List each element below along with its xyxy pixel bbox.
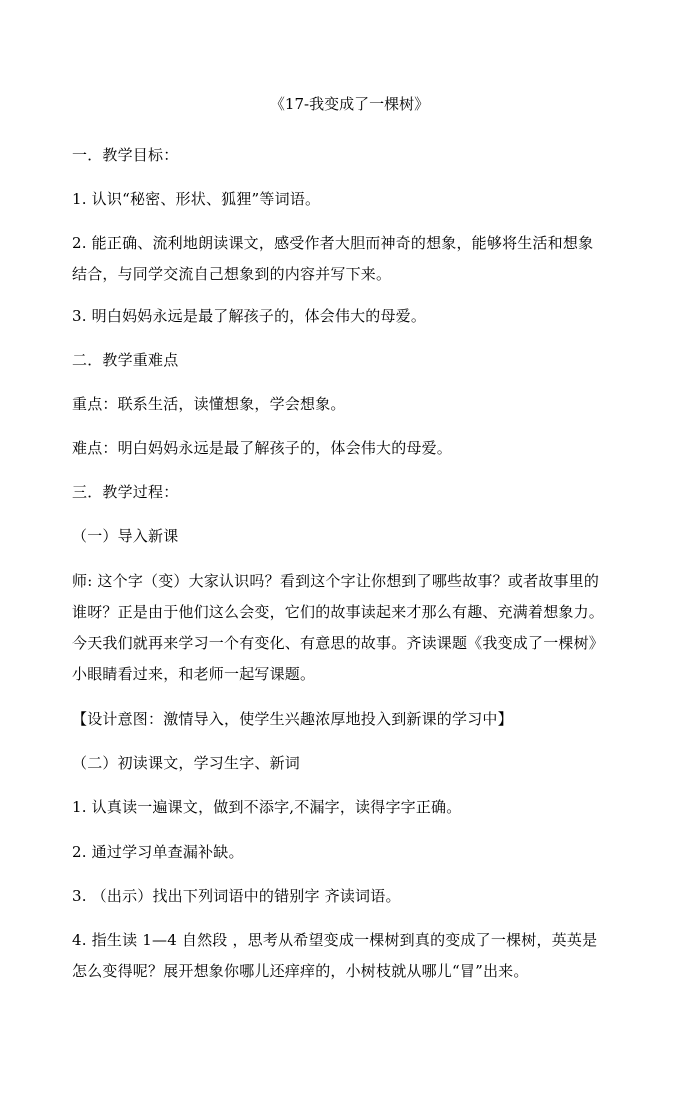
step-item-2: [72, 837, 642, 868]
text-line: （一）导入新课: [72, 527, 179, 545]
text-line: 三．教学过程：: [72, 483, 179, 501]
document-title: 《17-我变成了一棵树》: [269, 95, 430, 113]
text-line: 3. （出示）找出下列词语中的错别字 齐读词语。: [72, 887, 401, 905]
text-line: 2. 能正确、流利地朗读课文，感受作者大胆而神奇的想象，能够将生活和想象: [72, 234, 594, 252]
design-intent: [72, 704, 642, 735]
step-item-4: [72, 925, 642, 987]
text-line: 小眼睛看过来，和老师一起写课题。: [72, 665, 316, 683]
key-point: [72, 389, 642, 420]
text-line: 二．教学重难点: [72, 351, 179, 369]
text-line: 难点：明白妈妈永远是最了解孩子的，体会伟大的母爱。: [72, 439, 453, 457]
step-item-1: [72, 792, 642, 823]
text-line: 怎么变得呢？展开想象你哪儿还痒痒的，小树枝就从哪儿“冒”出来。: [72, 962, 529, 980]
text-line: 1. 认真读一遍课文，做到不添字,不漏字，读得字字正确。: [72, 798, 462, 816]
text-line: 师: 这个字（变）大家认识吗？看到这个字让你想到了哪些故事？或者故事里的: [72, 572, 600, 590]
text-line: 今天我们就再来学习一个有变化、有意思的故事。齐读课题《我变成了一棵树》: [72, 634, 605, 652]
section-intro: [72, 521, 642, 552]
text-line: 1. 认识“秘密、形状、狐狸”等词语。: [72, 190, 321, 208]
goal-item-3: [72, 301, 642, 332]
goal-item-2: [72, 228, 642, 290]
text-line: 一．教学目标：: [72, 146, 179, 164]
text-line: 谁呀？正是由于他们这么会变，它们的故事读起来才那么有趣、充满着想象力。: [72, 603, 605, 621]
heading-teaching-goals: [72, 140, 642, 171]
heading-key-points: [72, 345, 642, 376]
text-line: 结合，与同学交流自己想象到的内容并写下来。: [72, 265, 392, 283]
goal-item-1: [72, 184, 642, 215]
heading-teaching-process: [72, 477, 642, 508]
text-line: 3. 明白妈妈永远是最了解孩子的，体会伟大的母爱。: [72, 307, 427, 325]
text-line: 重点：联系生活，读懂想象，学会想象。: [72, 395, 346, 413]
text-line: 4. 指生读 1—4 自然段 ，思考从希望变成一棵树到真的变成了一棵树，英英是: [72, 931, 598, 949]
teacher-paragraph: [72, 566, 642, 690]
text-line: 2. 通过学习单查漏补缺。: [72, 843, 244, 861]
difficult-point: [72, 433, 642, 464]
step-item-3: [72, 881, 642, 912]
text-line: （二）初读课文，学习生字、新词: [72, 754, 301, 772]
section-first-reading: [72, 748, 642, 779]
text-line: 【设计意图：激情导入，使学生兴趣浓厚地投入到新课的学习中】: [72, 710, 513, 728]
